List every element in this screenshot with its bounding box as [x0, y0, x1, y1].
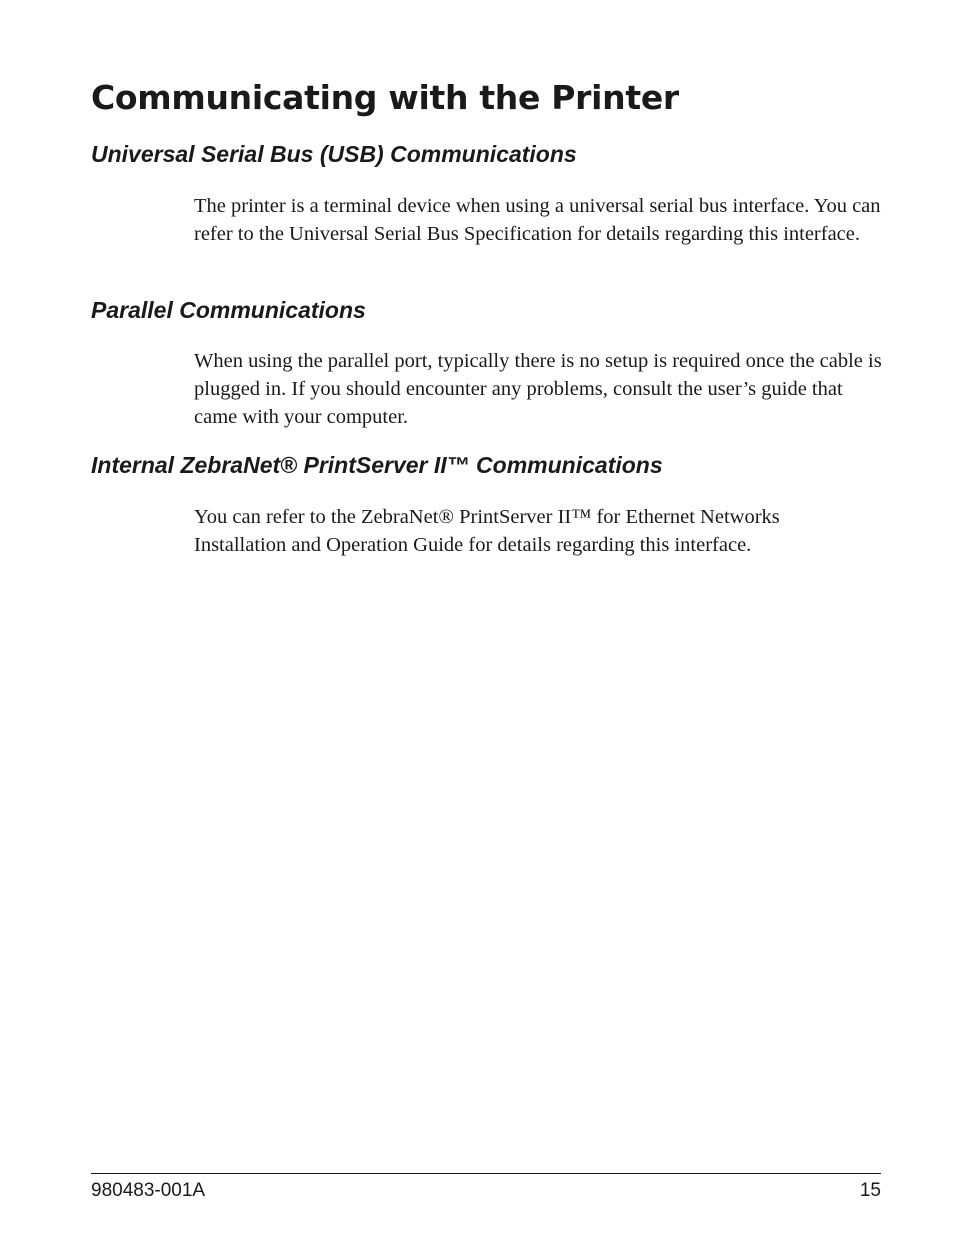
- footer-page-number: 15: [859, 1180, 881, 1201]
- section-heading-parallel: Parallel Communications: [91, 297, 366, 323]
- footer-divider: [91, 1173, 881, 1174]
- footer-doc-number: 980483-001A: [91, 1180, 206, 1201]
- section-heading-usb: Universal Serial Bus (USB) Communications: [91, 141, 577, 167]
- section-body-usb: The printer is a terminal device when using a universal serial bus interface. You can refer to the Universal Serial Bus Specification for details regarding this interface.: [194, 195, 881, 245]
- section-heading-printserver: Internal ZebraNet® PrintServer II™ Communications: [91, 452, 663, 478]
- page-title: Communicating with the Printer: [91, 78, 679, 117]
- section-body-printserver: You can refer to the ZebraNet® PrintServer II™ for Ethernet Networks Installation and Operation Guide for details regarding this interface.: [194, 506, 780, 556]
- section-body-parallel: When using the parallel port, typically there is no setup is required once the cable is plugged in. If you should encounter any problems, consult the user’s guide that came with your computer.: [194, 350, 882, 428]
